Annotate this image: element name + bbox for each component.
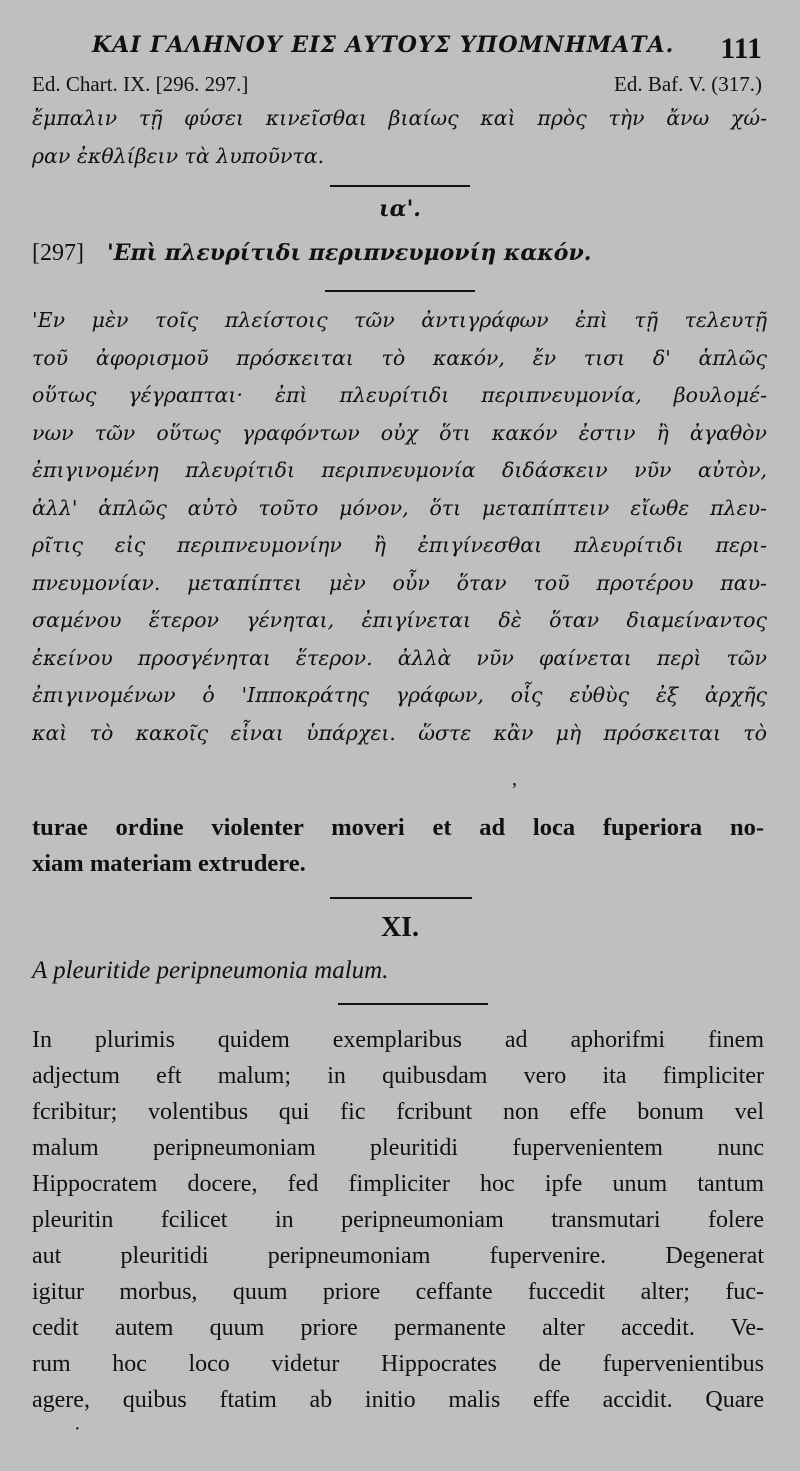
latin-line: In plurimis quidem exemplaribus ad aphorifmi finem [32,1027,764,1053]
greek-line: σαμένου ἕτερον γένηται, ἐπιγίνεται δὲ ὅταν διαμείναντος [32,608,767,632]
latin-aphorism: A pleuritide peripneumonia malum. [32,957,389,984]
section-rule [325,290,475,292]
greek-line: ἐπιγινομένων ὁ 'Ιπποκράτης γράφων, οἷς εὐθὺς ἐξ ἀρχῆς [32,683,767,707]
latin-line: aut pleuritidi peripneumoniam fupervenire. Degenerat [32,1243,764,1269]
latin-line: fcribitur; volentibus qui fic fcribunt non effe bonum vel [32,1099,764,1125]
greek-line: ἀλλ' ἁπλῶς αὐτὸ τοῦτο μόνον, ὅτι μεταπίπτειν εἴωθε πλευ- [32,495,767,520]
running-head [0,28,800,68]
latin-section-number: XI. [380,912,420,943]
greek-line: νων τῶν οὕτως γραφόντων οὐχ ὅτι κακόν ἐστιν ἢ ἀγαθὸν [32,420,767,445]
latin-line: rum hoc loco videtur Hippocrates de fupervenientibus [32,1351,764,1377]
section-rule [330,897,472,899]
section-rule [330,185,470,187]
running-head-title: ΚΑΙ ΓΑΛΗΝΟΥ ΕΙΣ ΑΥΤΟΥΣ ΥΠΟΜΝΗΜΑΤΑ. [92,32,675,58]
greek-line: οὕτως γέγραπται· ἐπὶ πλευρίτιδι περιπνευμονία, βουλομέ- [32,383,767,407]
latin-line: cedit autem quum priore permanente alter accedit. Ve- [32,1315,764,1341]
latin-commentary [32,1022,764,1418]
greek-line: ραν ἐκθλίβειν τὰ λυποῦντα. [32,143,325,168]
print-mark: , [512,768,517,790]
edition-reference-left: Ed. Chart. IX. [296. 297.] [32,72,249,96]
greek-line: ἐπιγινομένη πλευρίτιδι περιπνευμονία διδάσκειν νῦν αὐτὸν, [32,458,767,482]
latin-line: igitur morbus, quum priore ceffante fuccedit alter; fuc- [32,1279,764,1305]
greek-line: 'Εν μὲν τοῖς πλείστοις τῶν ἀντιγράφων ἐπὶ τῇ τελευτῇ [32,308,767,332]
latin-line: pleuritin fcilicet in peripneumoniam transmutari folere [32,1207,764,1233]
greek-aphorism [32,240,591,267]
page-reference: [297] [32,240,84,266]
page-number: 111 [720,32,762,65]
greek-commentary [32,302,767,752]
greek-line: ἐκείνου προσγένηται ἕτερον. ἀλλὰ νῦν φαίνεται περὶ τῶν [32,645,767,670]
greek-line: τοῦ ἀφορισμοῦ πρόσκειται τὸ κακόν, ἔν τισι δ' ἁπλῶς [32,345,767,370]
print-mark: · [74,1418,81,1440]
section-rule [338,1003,488,1005]
latin-line: xiam materiam extrudere. [32,850,306,877]
latin-line: Hippocratem docere, fed fimpliciter hoc ipfe unum tantum [32,1171,764,1197]
greek-line: καὶ τὸ κακοῖς εἶναι ὑπάρχει. ὥστε κἂν μὴ πρόσκειται τὸ [32,720,767,745]
greek-aphorism-text: 'Επὶ πλευρίτιδι περιπνευμονίη κακόν. [106,240,592,266]
latin-line: adjectum eft malum; in quibusdam vero ita fimpliciter [32,1063,764,1089]
greek-section-number: ια'. [379,196,421,222]
greek-line: ρῖτις εἰς περιπνευμονίην ἢ ἐπιγίνεσθαι πλευρίτιδι περι- [32,533,767,557]
latin-continuation [32,810,764,882]
latin-line: malum peripneumoniam pleuritidi fupervenientem nunc [32,1135,764,1161]
greek-line: ἔμπαλιν τῇ φύσει κινεῖσθαι βιαίως καὶ πρὸς τὴν ἄνω χώ- [32,106,767,130]
edition-reference-right: Ed. Baf. V. (317.) [614,72,762,96]
greek-continuation [32,100,767,175]
latin-line: turae ordine violenter moveri et ad loca fuperiora no- [32,814,764,841]
greek-line: πνευμονίαν. μεταπίπτει μὲν οὖν ὅταν τοῦ προτέρου παυ- [32,570,767,595]
latin-line: agere, quibus ftatim ab initio malis effe accidit. Quare [32,1387,764,1413]
